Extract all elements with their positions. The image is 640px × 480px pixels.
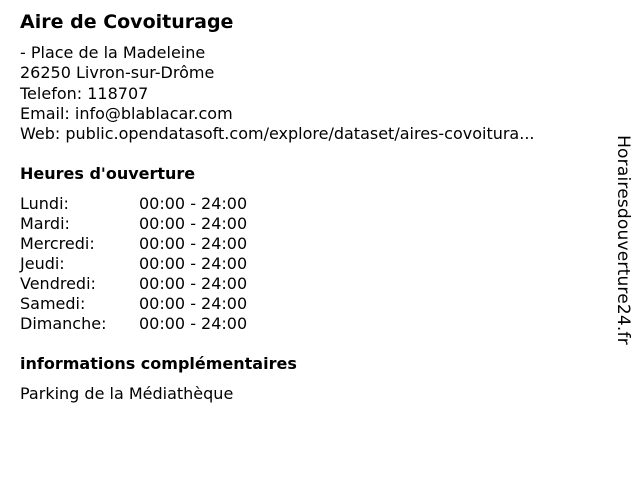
time-range: 00:00 - 24:00 [139, 294, 248, 313]
place-title: Aire de Covoiturage [20, 11, 234, 33]
time-range: 00:00 - 24:00 [139, 254, 248, 273]
day-label: Mardi: [20, 214, 70, 233]
day-label: Vendredi: [20, 274, 96, 293]
email-line: Email: info@blablacar.com [20, 103, 233, 123]
day-label: Mercredi: [20, 234, 95, 253]
time-range: 00:00 - 24:00 [139, 274, 248, 293]
hours-row-tuesday [20, 214, 247, 234]
time-range: 00:00 - 24:00 [139, 194, 248, 213]
day-label: Samedi: [20, 294, 86, 313]
hours-row-saturday [20, 294, 247, 314]
hours-row-monday [20, 194, 247, 214]
hours-row-friday [20, 274, 247, 294]
hours-heading: Heures d'ouverture [20, 164, 196, 183]
hours-table [20, 194, 247, 334]
city-line: 26250 Livron-sur-Drôme [20, 63, 215, 83]
info-text: Parking de la Médiathèque [20, 384, 234, 403]
day-label: Jeudi: [20, 254, 65, 273]
hours-row-thursday [20, 254, 247, 274]
time-range: 00:00 - 24:00 [139, 234, 248, 253]
day-label: Dimanche: [20, 314, 107, 333]
site-watermark: Horairesdouverture24.fr [613, 135, 633, 345]
address-block [20, 43, 535, 144]
hours-row-sunday [20, 314, 247, 334]
street-line: - Place de la Madeleine [20, 43, 206, 62]
info-heading: informations complémentaires [20, 354, 297, 373]
web-line: Web: public.opendatasoft.com/explore/dataset/aires-covoitura... [20, 124, 535, 144]
day-label: Lundi: [20, 194, 69, 213]
time-range: 00:00 - 24:00 [139, 314, 248, 333]
hours-row-wednesday [20, 234, 247, 254]
time-range: 00:00 - 24:00 [139, 214, 248, 233]
phone-line: Telefon: 118707 [20, 83, 149, 103]
